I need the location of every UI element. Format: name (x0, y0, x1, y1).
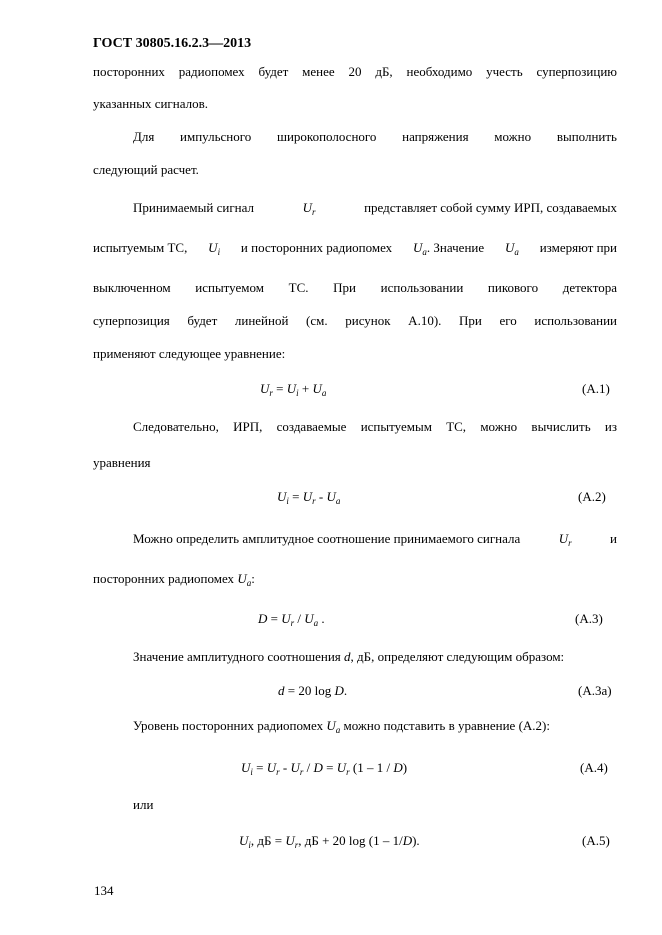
equation-number: (А.4) (580, 760, 608, 775)
equation-a3: $D = U_r / U_a$ . (258, 611, 325, 628)
text-line: указанных сигналов. (93, 96, 208, 111)
text-fragment: и посторонних радиопомех (240, 240, 393, 255)
text-line: следующий расчет. (93, 162, 199, 177)
symbol-Ua: $U_a$. Значение (413, 240, 485, 257)
equation-number: (А.2) (578, 489, 606, 504)
equation-number: (А.5) (582, 833, 610, 848)
text-line: посторонних радиопомех будет менее 20 дБ, необходимо учесть суперпозицию (93, 64, 617, 79)
symbol-Ua: $U_a$ (504, 240, 519, 257)
equation-number: (А.3а) (578, 683, 612, 698)
text-line: Уровень посторонних радиопомех $U_a$ можно подставить в уравнение (А.2): (133, 718, 550, 735)
text-fragment: и (610, 531, 617, 546)
text-line: или (133, 797, 154, 812)
symbol-Ui: $U_i$ (208, 240, 221, 257)
text-line (93, 240, 617, 256)
document-header: ГОСТ 30805.16.2.3—2013 (93, 36, 252, 51)
text-fragment: Можно определить амплитудное соотношение принимаемого сигнала (133, 531, 521, 546)
text-line: применяют следующее уравнение: (93, 346, 286, 361)
text-line: суперпозиция будет линейной (см. рисунок А.10). При его использовании (93, 313, 617, 328)
equation-number: (А.1) (582, 381, 610, 396)
text-fragment: представляет собой сумму ИРП, создаваемых (364, 200, 617, 215)
equation-a5: $U_i$, дБ = $U_r$, дБ + 20 log (1 – 1/D). (239, 833, 420, 850)
equation-a1: $U_r = U_i + U_a$ (260, 381, 327, 398)
equation-a3a: d = 20 log D. (278, 683, 348, 698)
text-line: Значение амплитудного соотношения d, дБ, определяют следующим образом: (133, 649, 565, 664)
page-number: 134 (94, 883, 114, 898)
symbol-Ur: $U_r$ (558, 531, 572, 548)
symbol-Ur: $U_r$ (302, 200, 316, 217)
text-line: Следовательно, ИРП, создаваемые испытуемым ТС, можно вычислить из (133, 419, 617, 434)
text-line: выключенном испытуемом ТС. При использовании пикового детектора (93, 280, 617, 295)
equation-a2: $U_i = U_r - U_a$ (277, 489, 341, 506)
text-line: уравнения (93, 455, 151, 470)
text-fragment: испытуемым ТС, (93, 240, 188, 255)
text-line (133, 200, 617, 216)
text-line (133, 531, 617, 547)
text-line: посторонних радиопомех $U_a$: (93, 571, 255, 588)
text-line: Для импульсного широкополосного напряжения можно выполнить (133, 129, 617, 144)
equation-a4: $U_i = U_r - U_r / D = U_r$ (1 – 1 / D) (241, 760, 408, 777)
text-fragment: Принимаемый сигнал (133, 200, 254, 215)
text-fragment: измеряют при (539, 240, 617, 255)
equation-number: (А.3) (575, 611, 603, 626)
